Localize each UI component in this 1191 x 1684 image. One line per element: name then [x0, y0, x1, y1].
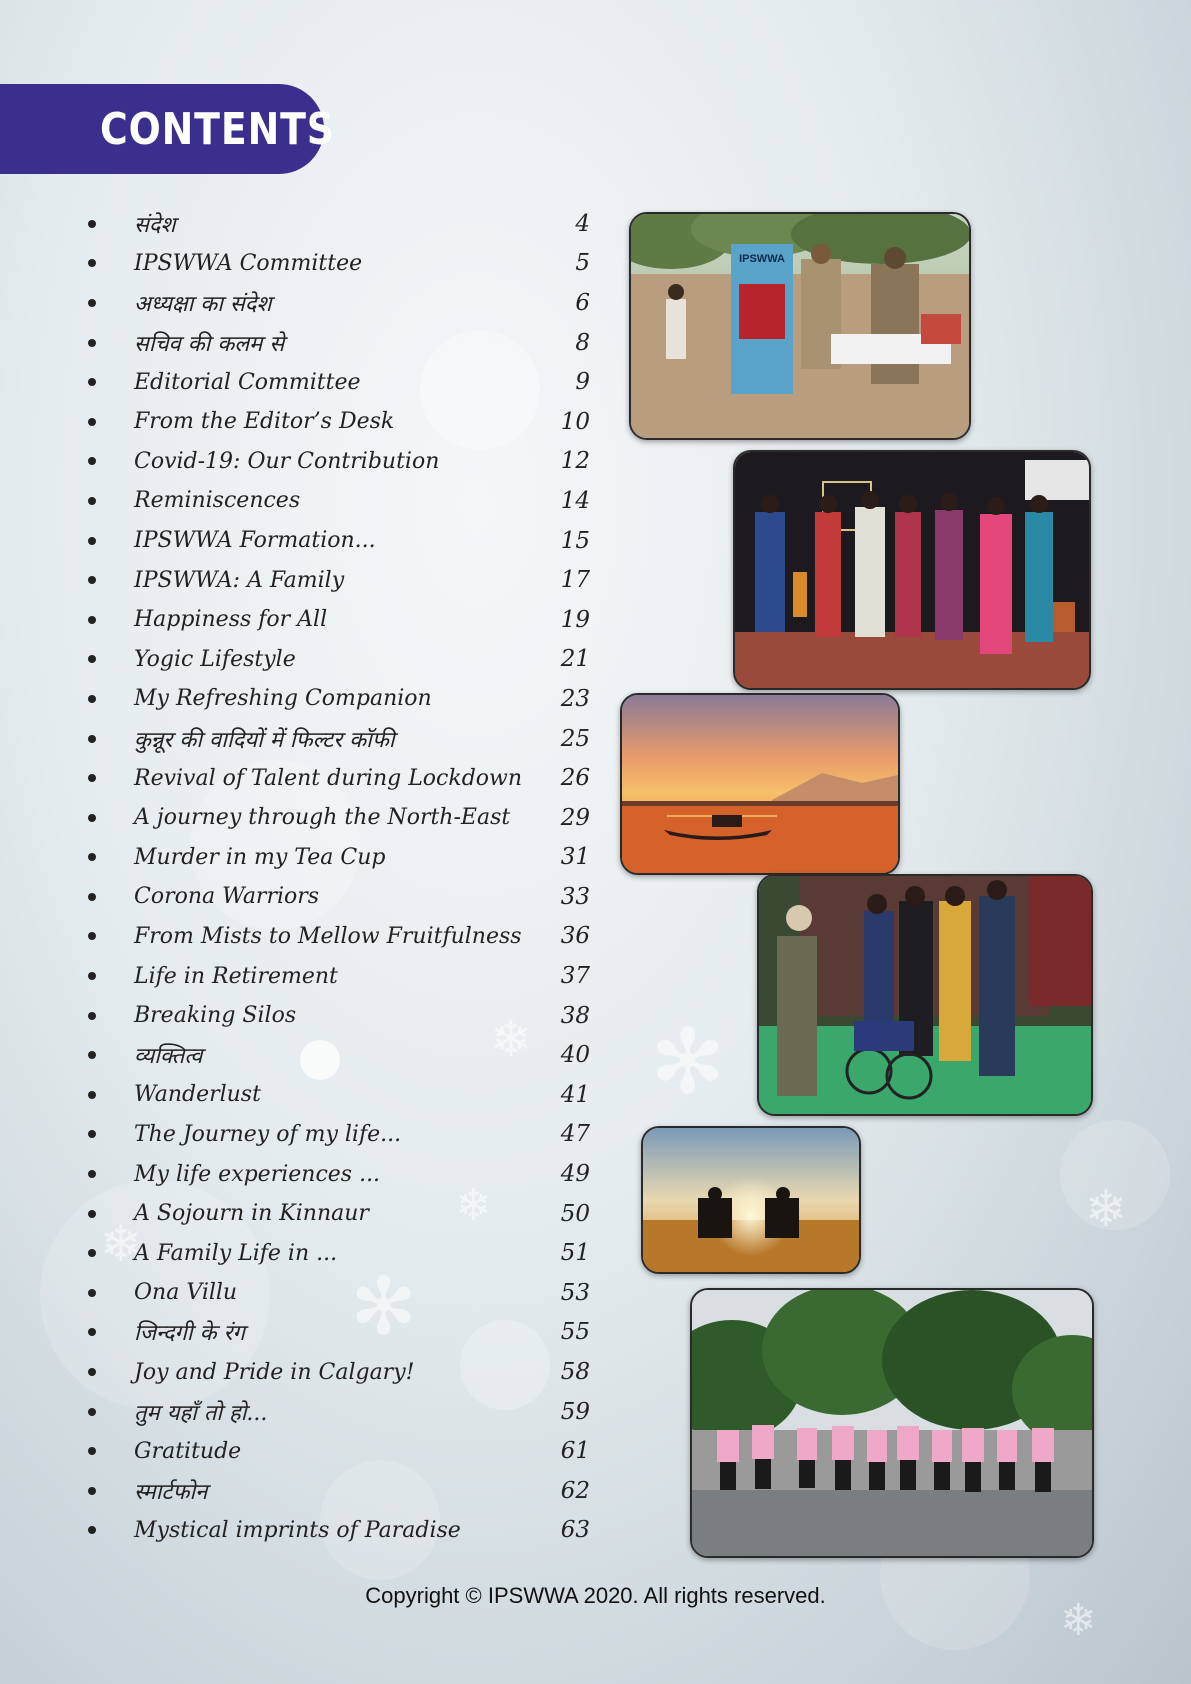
banner-label: IPSWWA: [739, 253, 785, 265]
photo-walkathon-image: [692, 1290, 1092, 1556]
toc-entry-title: IPSWWA: A Family: [134, 567, 345, 593]
bullet-icon: [88, 774, 96, 782]
toc-entry[interactable]: [88, 244, 608, 284]
bullet-icon: [88, 893, 96, 901]
toc-entry-title: The Journey of my life...: [134, 1121, 402, 1147]
toc-entry-page: 17: [560, 567, 590, 594]
bullet-icon: [88, 576, 96, 584]
toc-entry-title: संदेश: [134, 212, 176, 238]
toc-entry-page: 58: [560, 1359, 590, 1386]
toc-entry-title: Corona Warriors: [134, 884, 320, 910]
toc-entry-page: 36: [560, 923, 590, 950]
toc-entry[interactable]: [88, 719, 608, 759]
toc-entry-title: IPSWWA Committee: [134, 250, 363, 276]
toc-entry[interactable]: [88, 1392, 608, 1432]
photo-police-distribution: [629, 212, 971, 440]
snowflake-icon: ❄: [490, 1010, 532, 1068]
bullet-icon: [88, 655, 96, 663]
toc-entry[interactable]: [88, 442, 608, 482]
bullet-icon: [88, 378, 96, 386]
toc-entry[interactable]: [88, 1313, 608, 1353]
toc-entry-title: Joy and Pride in Calgary!: [134, 1359, 415, 1385]
bullet-icon: [88, 299, 96, 307]
toc-entry-page: 8: [575, 329, 590, 356]
toc-entry-page: 31: [560, 844, 590, 871]
bullet-icon: [88, 695, 96, 703]
toc-entry[interactable]: [88, 600, 608, 640]
bullet-icon: [88, 537, 96, 545]
snowflake-icon: ✻: [650, 1010, 726, 1115]
toc-entry-page: 6: [575, 289, 590, 316]
toc-entry-title: A Sojourn in Kinnaur: [134, 1201, 369, 1227]
toc-entry-page: 37: [560, 963, 590, 990]
bokeh-light: [1060, 1120, 1170, 1230]
toc-entry-title: स्मार्टफोन: [134, 1479, 208, 1505]
bullet-icon: [88, 1526, 96, 1534]
toc-entry[interactable]: [88, 1154, 608, 1194]
toc-entry-page: 21: [560, 646, 590, 673]
toc-entry-title: अध्यक्षा का संदेश: [134, 291, 272, 317]
toc-entry-title: Yogic Lifestyle: [134, 646, 296, 672]
bullet-icon: [88, 1051, 96, 1059]
toc-entry-title: Covid-19: Our Contribution: [134, 448, 440, 474]
toc-entry-page: 10: [560, 408, 590, 435]
toc-entry-page: 29: [560, 804, 590, 831]
toc-entry-page: 38: [560, 1002, 590, 1029]
toc-entry-title: Ona Villu: [134, 1280, 238, 1306]
toc-entry-title: A Family Life in ...: [134, 1240, 338, 1266]
bullet-icon: [88, 616, 96, 624]
toc-entry-title: My Refreshing Companion: [134, 686, 432, 712]
toc-entry-title: Happiness for All: [134, 607, 328, 633]
bullet-icon: [88, 220, 96, 228]
bullet-icon: [88, 457, 96, 465]
toc-entry[interactable]: [88, 996, 608, 1036]
toc-entry-title: तुम यहाँ तो हो...: [134, 1400, 268, 1426]
toc-entry-title: Revival of Talent during Lockdown: [134, 765, 523, 791]
photo-beach-chairs: [641, 1126, 861, 1274]
toc-entry[interactable]: [88, 838, 608, 878]
photo-wheelchair-donation: [757, 874, 1093, 1116]
bullet-icon: [88, 1289, 96, 1297]
photo-wheelchair-donation-image: [759, 876, 1091, 1114]
snowflake-icon: ❄: [100, 1215, 142, 1273]
toc-entry-page: 51: [560, 1240, 590, 1267]
toc-entry-page: 14: [560, 487, 590, 514]
toc-entry[interactable]: [88, 1352, 608, 1392]
photo-walkathon: [690, 1288, 1094, 1558]
toc-entry[interactable]: [88, 877, 608, 917]
toc-entry-page: 59: [560, 1398, 590, 1425]
toc-entry-page: 33: [560, 883, 590, 910]
toc-entry-title: जिन्दगी के रंग: [134, 1321, 245, 1347]
toc-entry-title: Editorial Committee: [134, 369, 361, 395]
toc-entry-page: 40: [560, 1042, 590, 1069]
toc-entry-page: 63: [560, 1517, 590, 1544]
toc-entry[interactable]: [88, 362, 608, 402]
toc-entry-title: Gratitude: [134, 1438, 242, 1464]
photo-beach-chairs-image: [643, 1128, 859, 1272]
snowflake-icon: ❄: [1060, 1595, 1097, 1646]
toc-entry-title: From the Editor’s Desk: [134, 409, 395, 435]
table-of-contents: [88, 204, 608, 1550]
toc-entry[interactable]: [88, 283, 608, 323]
toc-entry-title: From Mists to Mellow Fruitfulness: [134, 923, 522, 949]
bullet-icon: [88, 418, 96, 426]
snowflake-icon: ❄: [455, 1180, 492, 1231]
toc-entry-page: 47: [560, 1121, 590, 1148]
toc-entry[interactable]: [88, 798, 608, 838]
toc-entry-page: 19: [560, 606, 590, 633]
bullet-icon: [88, 853, 96, 861]
toc-entry-page: 23: [560, 685, 590, 712]
toc-entry-page: 9: [575, 369, 590, 396]
toc-entry-page: 5: [575, 250, 590, 277]
toc-entry[interactable]: [88, 323, 608, 363]
toc-entry-title: IPSWWA Formation...: [134, 528, 376, 554]
toc-entry-page: 41: [560, 1081, 590, 1108]
toc-entry-page: 50: [560, 1200, 590, 1227]
bullet-icon: [88, 339, 96, 347]
bullet-icon: [88, 1210, 96, 1218]
toc-entry[interactable]: [88, 917, 608, 957]
toc-entry[interactable]: [88, 956, 608, 996]
toc-entry-title: A journey through the North-East: [134, 805, 511, 831]
toc-entry-title: Mystical imprints of Paradise: [134, 1517, 461, 1543]
toc-entry[interactable]: [88, 1075, 608, 1115]
bullet-icon: [88, 1368, 96, 1376]
copyright-notice: Copyright © IPSWWA 2020. All rights reserved.: [365, 1583, 826, 1608]
bullet-icon: [88, 1328, 96, 1336]
photo-ceremony: [733, 450, 1091, 690]
toc-entry-page: 61: [560, 1438, 590, 1465]
bullet-icon: [88, 972, 96, 980]
bullet-icon: [88, 932, 96, 940]
toc-entry[interactable]: [88, 1115, 608, 1155]
bullet-icon: [88, 1170, 96, 1178]
toc-entry-title: Life in Retirement: [134, 963, 338, 989]
toc-entry-page: 15: [560, 527, 590, 554]
toc-entry[interactable]: [88, 758, 608, 798]
bullet-icon: [88, 814, 96, 822]
page-title: CONTENTS: [100, 103, 335, 155]
toc-entry[interactable]: [88, 204, 608, 244]
contents-banner: [0, 84, 335, 174]
photo-ceremony-image: [735, 452, 1089, 688]
toc-entry-page: 53: [560, 1279, 590, 1306]
toc-entry-title: व्यक्तित्व: [134, 1044, 203, 1070]
toc-entry-title: कुन्नूर की वादियों में फिल्टर कॉफी: [134, 727, 395, 753]
toc-entry-page: 26: [560, 765, 590, 792]
bullet-icon: [88, 1249, 96, 1257]
toc-entry-title: Breaking Silos: [134, 1003, 297, 1029]
toc-entry-title: सचिव की कलम से: [134, 331, 285, 357]
toc-entry[interactable]: [88, 1035, 608, 1075]
toc-entry[interactable]: [88, 640, 608, 680]
toc-entry[interactable]: [88, 1431, 608, 1471]
toc-entry-title: Wanderlust: [134, 1082, 261, 1108]
toc-entry-page: 49: [560, 1161, 590, 1188]
toc-entry[interactable]: [88, 560, 608, 600]
photo-police-distribution-image: [631, 214, 969, 438]
bullet-icon: [88, 1447, 96, 1455]
bullet-icon: [88, 259, 96, 267]
toc-entry-page: 25: [560, 725, 590, 752]
toc-entry-page: 4: [575, 210, 590, 237]
toc-entry[interactable]: [88, 1194, 608, 1234]
bullet-icon: [88, 735, 96, 743]
photo-sunset-lake-image: [622, 695, 898, 873]
bullet-icon: [88, 1487, 96, 1495]
toc-entry[interactable]: [88, 481, 608, 521]
bullet-icon: [88, 1408, 96, 1416]
toc-entry[interactable]: [88, 1273, 608, 1313]
snowflake-icon: ✻: [350, 1260, 418, 1353]
bullet-icon: [88, 1091, 96, 1099]
toc-entry[interactable]: [88, 1233, 608, 1273]
toc-entry-page: 12: [560, 448, 590, 475]
toc-entry-page: 55: [560, 1319, 590, 1346]
bullet-icon: [88, 1012, 96, 1020]
toc-entry[interactable]: [88, 521, 608, 561]
toc-entry-page: 62: [560, 1477, 590, 1504]
toc-entry[interactable]: [88, 402, 608, 442]
toc-entry-title: Reminiscences: [134, 488, 301, 514]
photo-sunset-lake: [620, 693, 900, 875]
snowflake-icon: ❄: [1085, 1180, 1127, 1238]
toc-entry-title: My life experiences ...: [134, 1161, 381, 1187]
bullet-icon: [88, 497, 96, 505]
toc-entry[interactable]: [88, 1471, 608, 1511]
bullet-icon: [88, 1130, 96, 1138]
toc-entry[interactable]: [88, 679, 608, 719]
toc-entry-title: Murder in my Tea Cup: [134, 844, 386, 870]
toc-entry[interactable]: [88, 1511, 608, 1551]
